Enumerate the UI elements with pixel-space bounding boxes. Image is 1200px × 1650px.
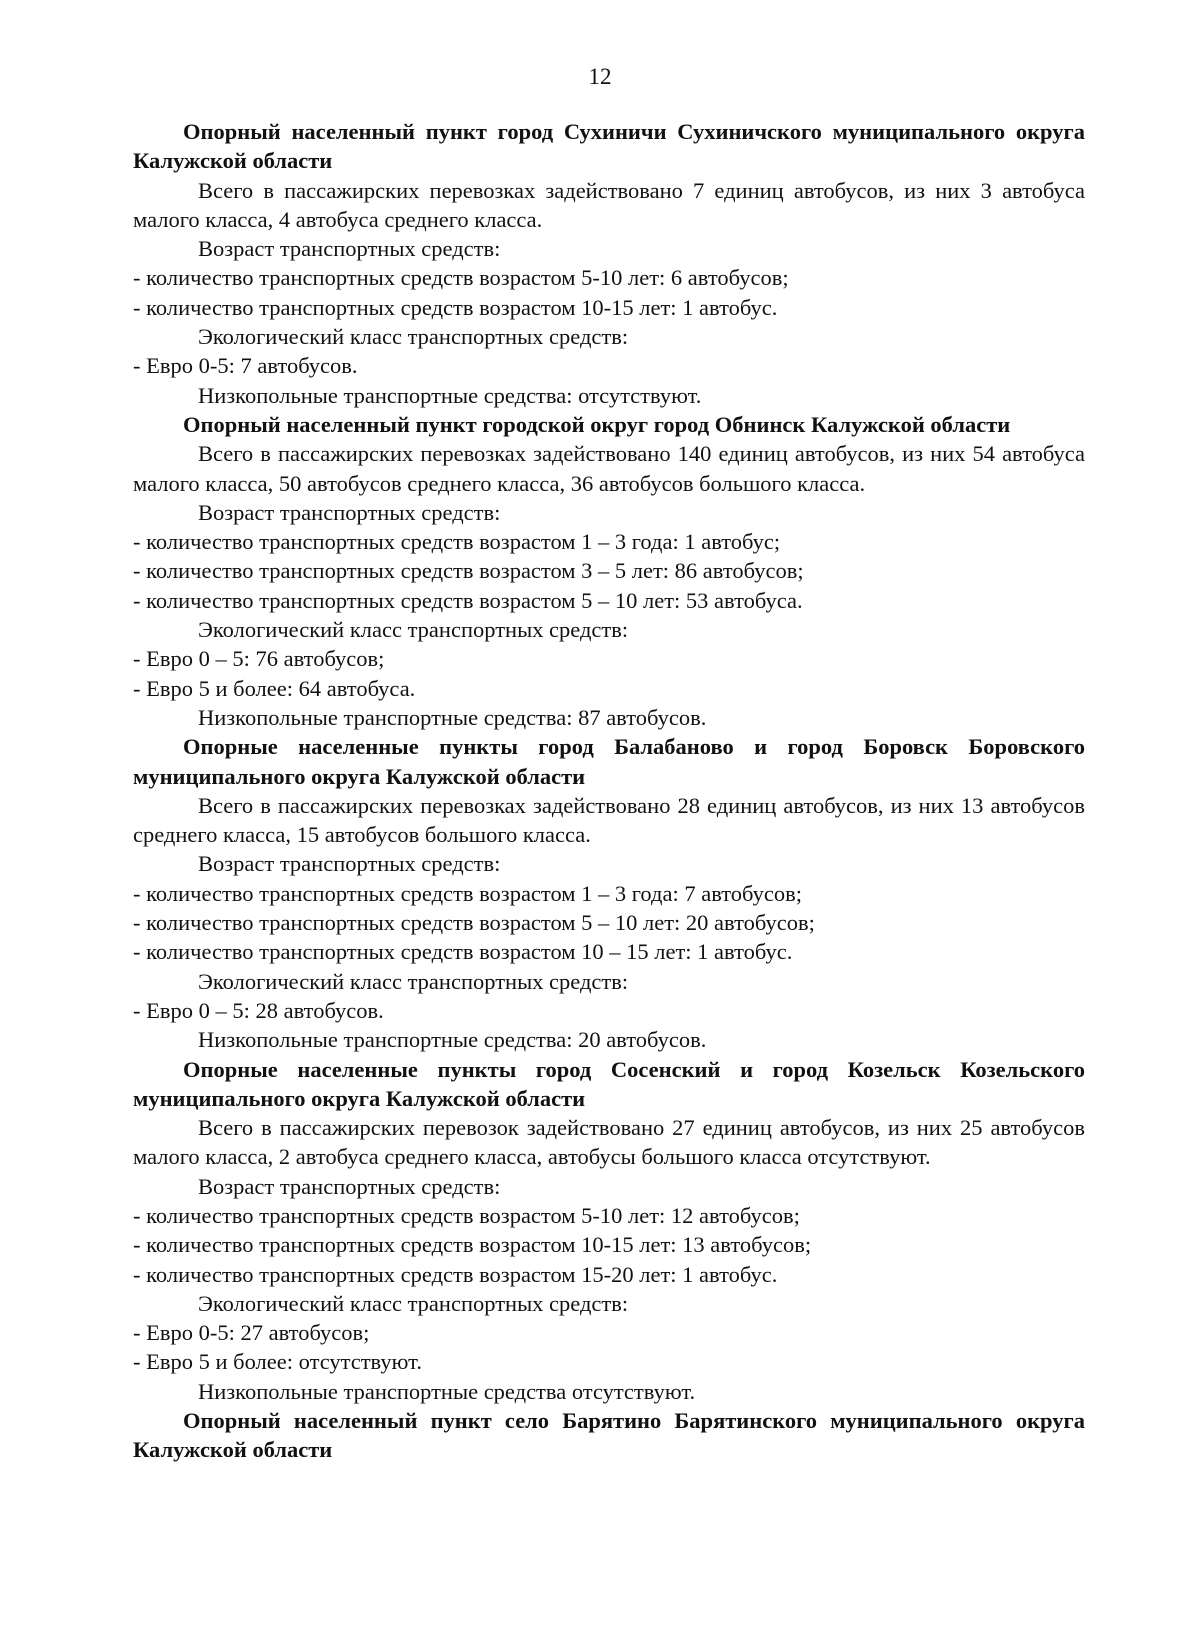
total-buses-paragraph: Всего в пассажирских перевозках задействовано 28 единиц автобусов, из них 13 автобусов среднего класса, 15 автобусов большого класса. — [133, 792, 1085, 848]
list-item: - количество транспортных средств возрастом 5-10 лет: 12 автобусов; — [133, 1202, 800, 1228]
list-item: - количество транспортных средств возрастом 5 – 10 лет: 53 автобуса. — [133, 587, 803, 613]
section-heading-baryatino: Опорный населенный пункт село Барятино Барятинского муниципального округа Калужской области — [133, 1408, 1085, 1463]
list-item: - количество транспортных средств возрастом 1 – 3 года: 7 автобусов; — [133, 880, 803, 906]
section-heading: Опорные населенные пункты город Сосенский и город Козельск Козельского муниципального округа Калужской области — [133, 1056, 1085, 1111]
lowfloor-text: Низкопольные транспортные средства: 87 автобусов. — [198, 704, 707, 730]
list-item: - Евро 0 – 5: 76 автобусов; — [133, 646, 385, 672]
document-body — [133, 117, 1085, 1465]
list-item: - количество транспортных средств возрастом 1 – 3 года: 1 автобус; — [133, 529, 781, 555]
eco-title: Экологический класс транспортных средств: — [198, 617, 629, 643]
page-number: 12 — [588, 64, 612, 89]
age-title: Возраст транспортных средств: — [198, 499, 501, 525]
eco-title: Экологический класс транспортных средств: — [198, 1290, 629, 1316]
section-sukhinichi — [133, 117, 1085, 410]
total-buses-paragraph: Всего в пассажирских перевозок задействовано 27 единиц автобусов, из них 25 автобусов малого класса, 2 автобуса среднего класса, автобусы большого класса отсутствуют. — [133, 1115, 1085, 1170]
list-item: - количество транспортных средств возрастом 5 – 10 лет: 20 автобусов; — [133, 910, 815, 936]
total-buses-paragraph: Всего в пассажирских перевозках задействовано 7 единиц автобусов, из них 3 автобуса малого класса, 4 автобуса среднего класса. — [133, 177, 1085, 232]
lowfloor-text: Низкопольные транспортные средства: 20 автобусов. — [198, 1027, 707, 1053]
list-item: - количество транспортных средств возрастом 15-20 лет: 1 автобус. — [133, 1261, 778, 1287]
lowfloor-text: Низкопольные транспортные средства: отсутствуют. — [198, 382, 702, 408]
list-item: - Евро 0-5: 7 автобусов. — [133, 353, 358, 379]
lowfloor-text: Низкопольные транспортные средства отсутствуют. — [198, 1378, 696, 1404]
age-title: Возраст транспортных средств: — [198, 1173, 501, 1199]
list-item: - количество транспортных средств возрастом 3 – 5 лет: 86 автобусов; — [133, 558, 804, 584]
list-item: - Евро 0 – 5: 28 автобусов. — [133, 997, 384, 1023]
section-heading: Опорный населенный пункт городской округ город Обнинск Калужской области — [183, 411, 1011, 437]
list-item: - количество транспортных средств возрастом 10 – 15 лет: 1 автобус. — [133, 939, 793, 965]
eco-title: Экологический класс транспортных средств: — [198, 324, 629, 350]
section-heading: Опорные населенные пункты город Балабаново и город Боровск Боровского муниципального округа Калужской области — [133, 734, 1085, 789]
list-item: - количество транспортных средств возрастом 10-15 лет: 13 автобусов; — [133, 1232, 812, 1258]
section-obninsk — [133, 410, 1085, 732]
list-item: - количество транспортных средств возрастом 10-15 лет: 1 автобус. — [133, 294, 778, 320]
age-title: Возраст транспортных средств: — [198, 851, 501, 877]
list-item: - Евро 5 и более: 64 автобуса. — [133, 675, 416, 701]
eco-title: Экологический класс транспортных средств: — [198, 968, 629, 994]
section-heading: Опорный населенный пункт город Сухиничи Сухиничского муниципального округа Калужской области — [133, 119, 1085, 174]
list-item: - Евро 0-5: 27 автобусов; — [133, 1320, 370, 1346]
age-title: Возраст транспортных средств: — [198, 236, 501, 262]
total-buses-paragraph: Всего в пассажирских перевозках задействовано 140 единиц автобусов, из них 54 автобуса малого класса, 50 автобусов среднего класса, 36 автобусов большого класса. — [133, 441, 1085, 496]
section-balabanovo-borovsk — [133, 732, 1085, 1054]
list-item: - количество транспортных средств возрастом 5-10 лет: 6 автобусов; — [133, 265, 789, 291]
section-sosensky-kozelsk — [133, 1055, 1085, 1407]
list-item: - Евро 5 и более: отсутствуют. — [133, 1349, 422, 1375]
